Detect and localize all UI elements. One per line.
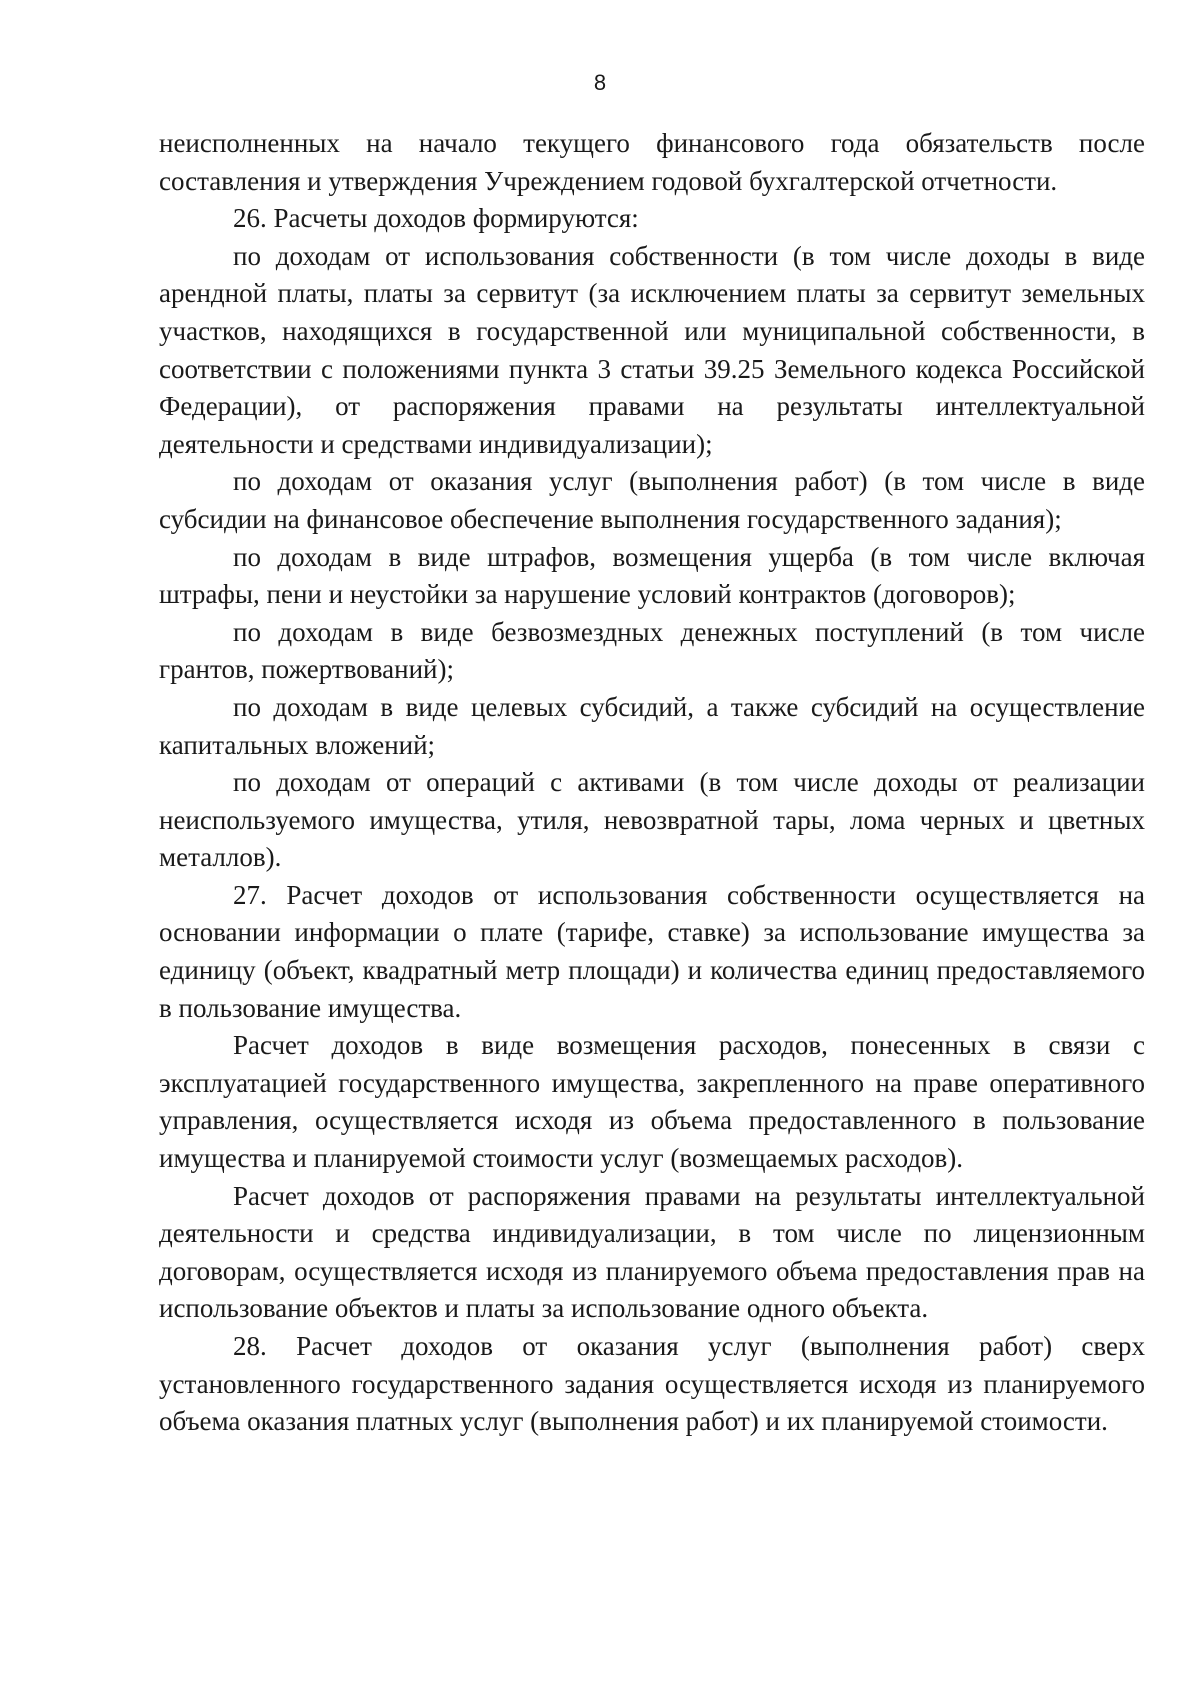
paragraph-expense-reimbursement: Расчет доходов в виде возмещения расходов, понесенных в связи с эксплуатацией государственного имущества, закрепленного на праве оперативного управления, осуществляется исходя из объема предоставленного в пользование имущества и планируемой стоимости услуг (возмещаемых расходов). xyxy=(159,1030,1145,1174)
paragraph-income-assets: по доходам от операций с активами (в том числе доходы от реализации неиспользуемого имущества, утиля, невозвратной тары, лома черных и цветных металлов). xyxy=(159,767,1145,873)
paragraph-income-services: по доходам от оказания услуг (выполнения работ) (в том числе в виде субсидии на финансовое обеспечение выполнения государственного задания); xyxy=(159,466,1145,534)
paragraph-income-property: по доходам от использования собственности (в том числе доходы в виде арендной платы, платы за сервитут (за исключением платы за сервитут земельных участков, находящихся в государственной или муниципальной собственности, в соответствии с положениями пункта 3 статьи 39.25 Земельного кодекса Российской Федерации), от распоряжения правами на результаты интеллектуальной деятельности и средствами индивидуализации); xyxy=(159,240,1145,459)
paragraph-income-donations: по доходам в виде безвозмездных денежных поступлений (в том числе грантов, пожертвований); xyxy=(159,616,1145,685)
document-body xyxy=(159,125,1145,1441)
page-number: 8 xyxy=(593,70,607,95)
paragraph-item-27: 27. Расчет доходов от использования собственности осуществляется на основании информации о плате (тарифе, ставке) за использование имущества за единицу (объект, квадратный метр площади) и количества единиц предоставляемого в пользование имущества. xyxy=(159,879,1145,1023)
paragraph-item-26: 26. Расчеты доходов формируются: xyxy=(233,203,639,234)
paragraph-income-subsidies: по доходам в виде целевых субсидий, а также субсидий на осуществление капитальных вложений; xyxy=(159,691,1145,760)
paragraph-continuation: неисполненных на начало текущего финансового года обязательств после составления и утверждения Учреждением годовой бухгалтерской отчетности. xyxy=(159,128,1145,196)
paragraph-item-28: 28. Расчет доходов от оказания услуг (выполнения работ) сверх установленного государственного задания осуществляется исходя из планируемого объема оказания платных услуг (выполнения работ) и их планируемой стоимости. xyxy=(159,1331,1145,1437)
paragraph-intellectual-rights: Расчет доходов от распоряжения правами на результаты интеллектуальной деятельности и средства индивидуализации, в том числе по лицензионным договорам, осуществляется исходя из планируемого объема предоставления прав на использование объектов и платы за использование одного объекта. xyxy=(159,1180,1145,1324)
paragraph-income-fines: по доходам в виде штрафов, возмещения ущерба (в том числе включая штрафы, пени и неустойки за нарушение условий контрактов (договоров); xyxy=(159,541,1145,610)
